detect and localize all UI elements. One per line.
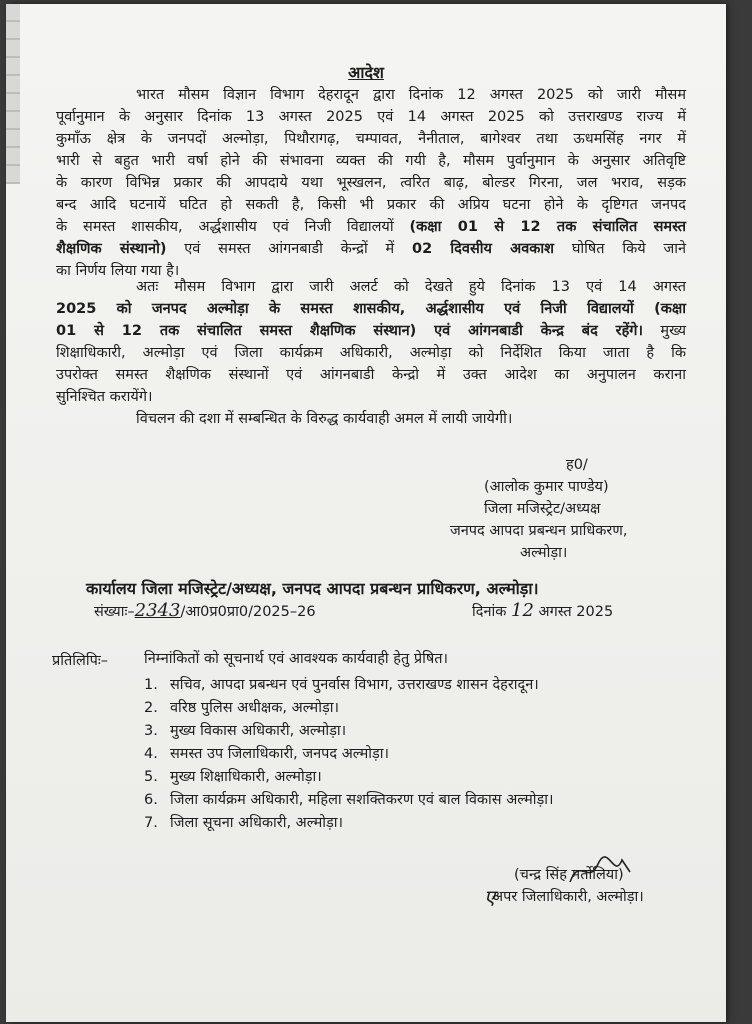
recipient-text: जिला कार्यक्रम अधिकारी, महिला सशक्तिकरण एवं बाल विकास अल्मोड़ा। — [170, 792, 554, 808]
copy-label: प्रतिलिपिः– — [52, 653, 109, 669]
recipient-number: 7. — [144, 815, 158, 831]
recipient-item — [144, 789, 554, 809]
recipient-number: 6. — [144, 792, 158, 808]
reference-suffix: /आ0प्र0प्रा0/2025–26 — [180, 604, 316, 620]
reference-date — [472, 600, 613, 623]
recipient-item — [144, 812, 343, 832]
signed-mark: ह0/ — [566, 457, 588, 473]
recipient-number: 4. — [144, 746, 158, 762]
para1-line: के कारण विभिन्न प्रकार की आपदाये यथा भूस्खलन, त्वरित बाढ़, बोल्डर गिरना, जल भराव, सड़क — [56, 175, 686, 191]
para2-line: उपरोक्त समस्त शैक्षणिक संस्थानों एवं आंगनबाडी केन्द्रो में उक्त आदेश का अनुपालन कराना — [56, 367, 686, 383]
para3-line: विचलन की दशा में सम्बन्धित के विरुद्ध कार्यवाही अमल में लायी जायेगी। — [136, 411, 513, 427]
recipient-text: मुख्य शिक्षाधिकारी, अल्मोड़ा। — [170, 769, 322, 785]
recipient-text: मुख्य विकास अधिकारी, अल्मोड़ा। — [170, 723, 347, 739]
recipient-item — [144, 697, 339, 717]
recipient-item — [144, 720, 346, 740]
signatory-authority: जनपद आपदा प्रबन्धन प्राधिकरण, — [450, 523, 628, 539]
date-day: 12 — [511, 600, 534, 621]
para1-line: पूर्वानुमान के अनुसार दिनांक 13 अगस्त 2025 एवं 14 अगस्त 2025 को उत्तराखण्ड राज्य में — [56, 109, 686, 125]
order-paragraph-1 — [56, 84, 686, 282]
para1-line — [56, 238, 686, 260]
para1-bold: (कक्षा 01 से 12 तक संचालित समस्त — [409, 219, 686, 235]
signatory2-designation: अपर जिलाधिकारी, अल्मोड़ा। — [492, 889, 644, 905]
recipient-text: सचिव, आपदा प्रबन्धन एवं पुनर्वास विभाग, उत्तराखण्ड शासन देहरादून। — [170, 677, 539, 693]
para2-line: अतः मौसम विभाग द्वारा जारी अलर्ट को देखते हुये दिनांक 13 एवं 14 अगस्त — [136, 279, 686, 295]
para1-line: बन्द आदि घटनायें घटित हो सकती है, किसी भी प्रकार की अप्रिय घटना होने के दृष्टिगत जनपद — [56, 197, 686, 213]
para2-line: 2025 को जनपद अल्मोड़ा के समस्त शासकीय, अर्द्धशासीय एवं निजी विद्यालयों (कक्षा — [56, 301, 686, 317]
signatory-designation: जिला मजिस्ट्रेट/अध्यक्ष — [484, 501, 601, 517]
para2-line: शिक्षाधिकारी, अल्मोड़ा एवं जिला कार्यक्रम अधिकारी, अल्मोड़ा को निर्देशित किया जाता है कि — [56, 345, 686, 361]
para2-bold: 01 से 12 तक संचालित समस्त शैक्षणिक संस्थान) एवं आंगनबाडी केन्द्र बंद रहेंगे। — [56, 323, 643, 339]
para2-text: मुख्य — [660, 323, 686, 339]
copy-intro: निम्नांकितों को सूचनार्थ एवं आवश्यक कार्यवाही हेतु प्रेषित। — [144, 651, 448, 667]
recipient-text: जिला सूचना अधिकारी, अल्मोड़ा। — [170, 815, 344, 831]
para1-text: के समस्त शासकीय, अर्द्धशासीय एवं निजी विद्यालयों — [56, 219, 394, 235]
recipient-item — [144, 743, 389, 763]
signatory-place: अल्मोड़ा। — [520, 545, 568, 561]
para1-line: कुमाँऊ क्षेत्र के जनपदों अल्मोड़ा, पिथौरागढ़, चम्पावत, नैनीताल, बागेश्वर तथा ऊधमसिंह नगर में — [56, 131, 686, 147]
binder-edge — [6, 4, 20, 184]
handwritten-initial: ए — [484, 885, 496, 909]
date-rest: अगस्त 2025 — [538, 604, 614, 620]
signatory2-name: (चन्द्र सिंह मर्तोलिया) — [514, 867, 624, 883]
signatory-name: (आलोक कुमार पाण्डेय) — [484, 479, 609, 495]
reference-label: संख्याः– — [94, 604, 135, 620]
recipient-number: 3. — [144, 723, 158, 739]
order-title: आदेश — [348, 63, 384, 82]
reference-number — [94, 600, 316, 623]
para1-line: भारी से बहुत भारी वर्षा होने की संभावना व्यक्त की गयी है, मौसम पुर्वानुमान के अनुसार अतिवृष्टि — [56, 153, 686, 169]
para1-text: घोषित किये जाने — [571, 241, 687, 257]
recipient-text: वरिष्ठ पुलिस अधीक्षक, अल्मोड़ा। — [170, 700, 339, 716]
recipient-text: समस्त उप जिलाधिकारी, जनपद अल्मोड़ा। — [170, 746, 390, 762]
para2-line — [56, 320, 686, 342]
order-paragraph-3 — [56, 408, 686, 430]
recipient-number: 2. — [144, 700, 158, 716]
recipient-number: 1. — [144, 677, 158, 693]
para1-text: एवं समस्त आंगनबाडी केन्द्रों में — [184, 241, 395, 257]
office-line: कार्यालय जिला मजिस्ट्रेट/अध्यक्ष, जनपद आपदा प्रबन्धन प्राधिकरण, अल्मोड़ा। — [86, 579, 539, 598]
recipient-number: 5. — [144, 769, 158, 785]
document-page — [6, 4, 726, 1022]
reference-handwritten-number: 2343 — [134, 600, 181, 621]
para1-bold: 02 दिवसीय अवकाश — [412, 241, 555, 257]
para1-line: का निर्णय लिया गया है। — [56, 263, 180, 279]
para1-bold: शैक्षणिक संस्थानो) — [56, 241, 167, 257]
para1-line: भारत मौसम विज्ञान विभाग देहरादून द्वारा दिनांक 12 अगस्त 2025 को जारी मौसम — [136, 87, 686, 103]
para2-line: सुनिश्चित करायेंगे। — [56, 389, 153, 405]
order-paragraph-2 — [56, 276, 686, 408]
date-label: दिनांक — [472, 604, 507, 620]
recipient-item — [144, 674, 539, 694]
para1-line — [56, 216, 686, 238]
recipient-item — [144, 766, 322, 786]
